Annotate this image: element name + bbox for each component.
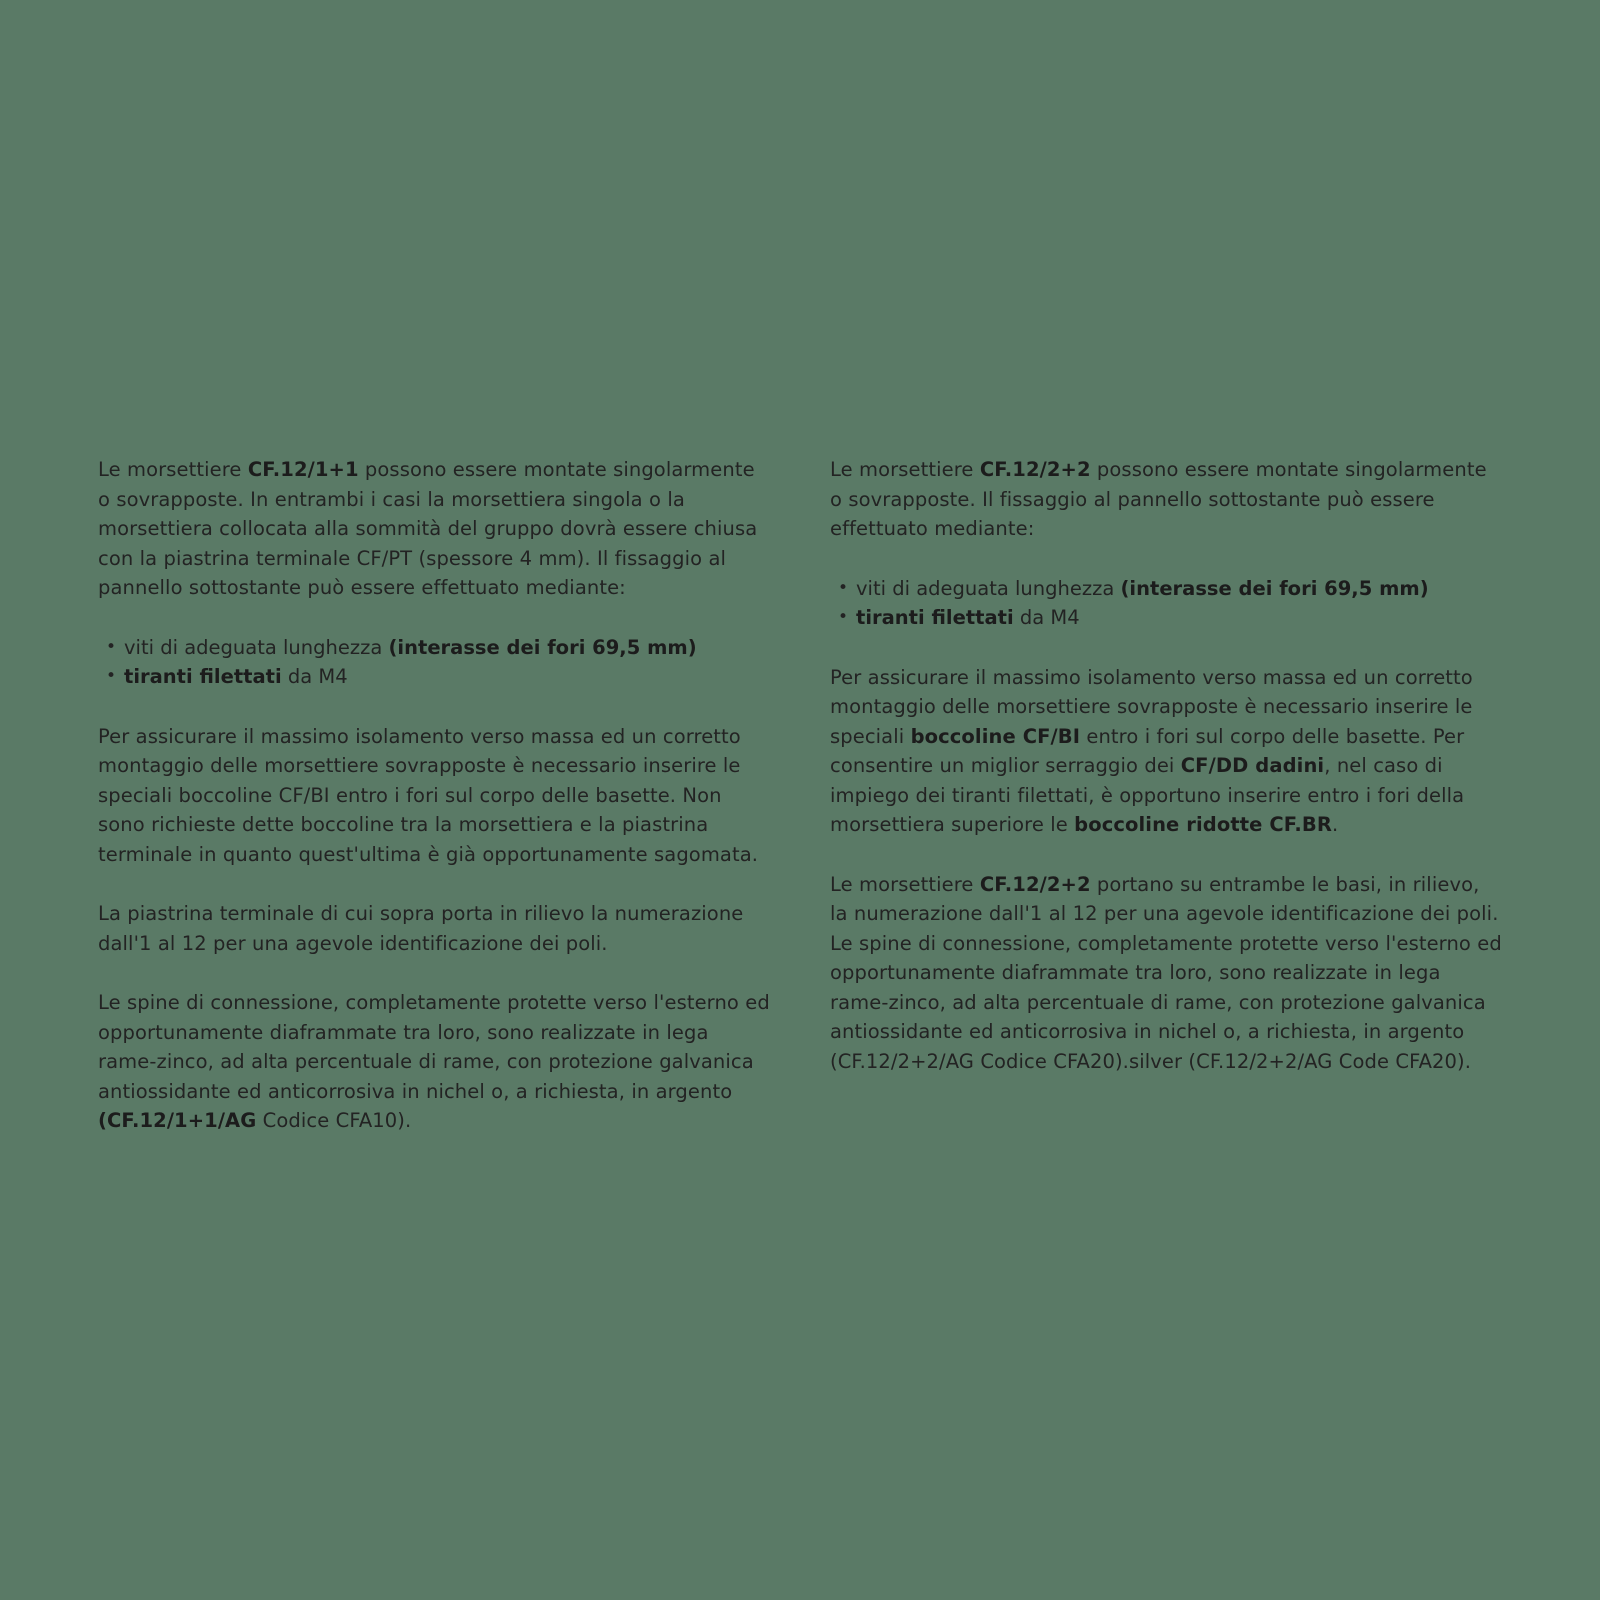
left-paragraph-4-tail: Codice CFA10). <box>256 1109 412 1132</box>
right-paragraph-3 <box>830 870 1502 1077</box>
left-intro-paragraph <box>98 455 770 603</box>
right-p3-t1: Le morsettiere <box>830 872 980 896</box>
right-intro-part1: Le morsettiere <box>830 458 980 481</box>
right-p2-t2: entro i fori sul corpo delle basette. Per consentire un miglior serraggio dei <box>830 724 1465 777</box>
right-bullet-1-text: viti di adeguata lunghezza <box>856 576 1121 600</box>
right-paragraph-2 <box>830 663 1502 840</box>
right-p2-b3: boccoline ridotte CF.BR <box>1074 813 1332 836</box>
right-p2-t4: . <box>1331 813 1339 836</box>
left-paragraph-2: Per assicurare il massimo isolamento verso massa ed un corretto montaggio delle morsettiere sovrapposte è necessario inserire le speciali boccoline CF/BI entro i fori sul corpo delle basette. Non sono richieste dette boccoline tra la morsettiera e la piastrina terminale in quanto quest'ultima è già opportunamente sagomata. <box>98 724 759 866</box>
list-item <box>124 662 770 692</box>
right-p2-t3: , nel caso di impiego dei tiranti filettati, è opportuno inserire entro i fori della morsettiera superiore le <box>830 754 1465 836</box>
list-item <box>856 603 1502 633</box>
left-bullet-1-text: viti di adeguata lunghezza <box>124 635 389 659</box>
left-bullet-1-bold: (interasse dei fori 69,5 mm) <box>388 635 697 659</box>
list-item <box>856 574 1502 604</box>
right-bullet-list <box>830 574 1502 633</box>
left-bullet-2-text: da M4 <box>281 665 348 688</box>
left-paragraph-3: La piastrina terminale di cui sopra porta in rilievo la numerazione dall'1 al 12 per una agevole identificazione dei poli. <box>98 902 744 955</box>
right-p2-b1: boccoline CF/BI <box>910 724 1081 748</box>
right-intro-product-code: CF.12/2+2 <box>979 458 1091 481</box>
right-p3-t2: portano su entrambe le basi, in rilievo, la numerazione dall'1 al 12 per una agevole identificazione dei poli. Le spine di connessione, completamente protette verso l'esterno ed opportunamente diaframmate tra loro, sono realizzate in lega rame-zinco, ad alta percentuale di rame, con protezione galvanica antiossidante ed anticorrosiva in nichel o, a richiesta, in argento (CF.12/2+2/AG Codice CFA20).silver (CF.12/2+2/AG Code CFA20). <box>830 872 1502 1073</box>
right-bullet-1-bold: (interasse dei fori 69,5 mm) <box>1120 576 1429 600</box>
left-column <box>98 455 770 1136</box>
right-intro-paragraph <box>830 455 1502 544</box>
left-intro-part1: Le morsettiere <box>98 458 248 481</box>
right-p2-t1: Per assicurare il massimo isolamento verso massa ed un corretto montaggio delle morsettiere sovrapposte è necessario inserire le speciali <box>830 665 1473 748</box>
left-bullet-2-bold: tiranti filettati <box>124 665 282 688</box>
left-intro-part2: possono essere montate singolarmente o sovrapposte. In entrambi i casi la morsettiera singola o la morsettiera collocata alla sommità del gruppo dovrà essere chiusa con la piastrina terminale CF/PT (spessore 4 mm). Il fissaggio al pannello sottostante può essere effettuato mediante: <box>98 458 758 599</box>
right-column <box>830 455 1502 1136</box>
left-bullet-list <box>98 633 770 692</box>
left-paragraph-4 <box>98 988 770 1136</box>
right-bullet-2-text: da M4 <box>1013 606 1080 629</box>
left-intro-product-code: CF.12/1+1 <box>247 458 359 481</box>
right-p2-b2: CF/DD dadini <box>1180 754 1325 777</box>
two-column-body <box>98 455 1502 1136</box>
left-paragraph-4-code: (CF.12/1+1/AG <box>98 1109 257 1132</box>
right-intro-part2: possono essere montate singolarmente o sovrapposte. Il fissaggio al pannello sottostante può essere effettuato mediante: <box>830 458 1487 540</box>
right-p3-b1: CF.12/2+2 <box>979 872 1091 896</box>
left-paragraph-4-text: Le spine di connessione, completamente protette verso l'esterno ed opportunamente diaframmate tra loro, sono realizzate in lega rame-zinco, ad alta percentuale di rame, con protezione galvanica antiossidante ed anticorrosiva in nichel o, a richiesta, in argento <box>98 991 770 1103</box>
list-item <box>124 633 770 663</box>
right-bullet-2-bold: tiranti filettati <box>856 606 1014 629</box>
